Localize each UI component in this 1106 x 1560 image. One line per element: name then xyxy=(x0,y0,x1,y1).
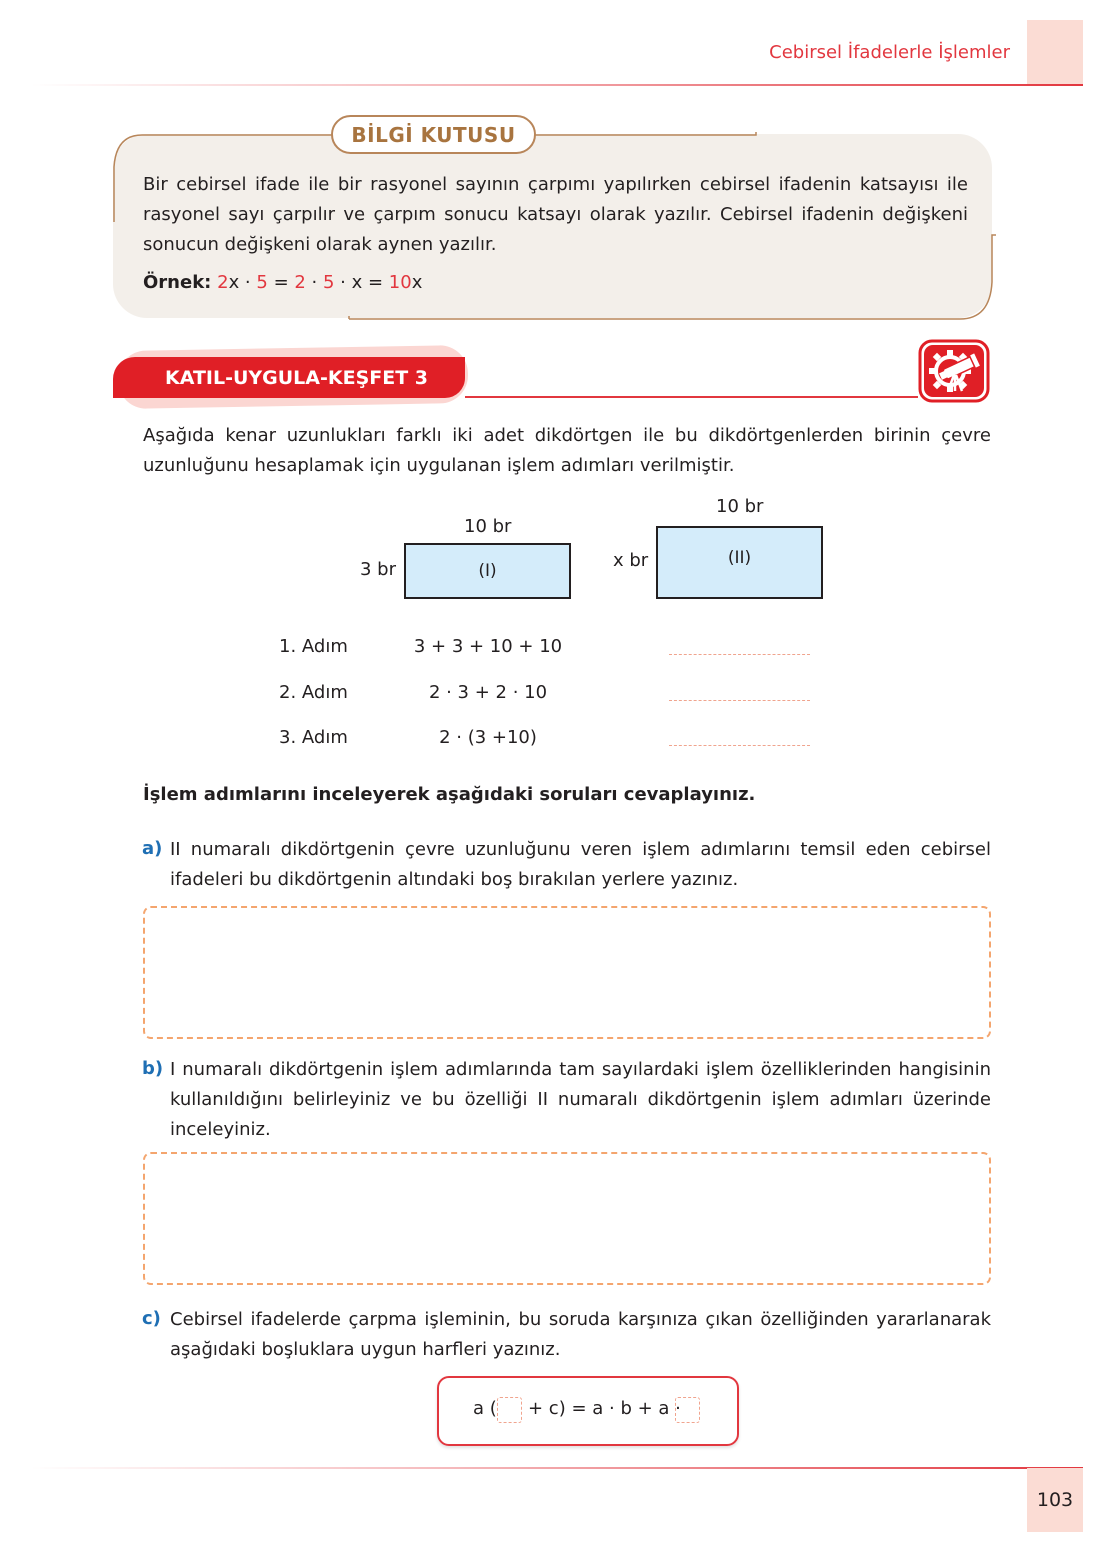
formula-blank-1[interactable] xyxy=(497,1397,522,1423)
rect2-width-label: 10 br xyxy=(716,496,764,517)
question-c-letter: c) xyxy=(142,1308,161,1329)
formula-part-2: + c) = a · b + a · xyxy=(528,1398,681,1419)
example-part: 10 xyxy=(388,272,412,293)
step-label: 1. Adım xyxy=(279,636,348,657)
question-b-letter: b) xyxy=(142,1058,164,1079)
step-label: 2. Adım xyxy=(279,682,348,703)
answer-box-b[interactable] xyxy=(143,1152,991,1285)
formula-part-1: a ( xyxy=(473,1398,497,1419)
example-part: 5 xyxy=(256,272,268,293)
step-answer-blank[interactable] xyxy=(669,700,810,701)
rectangle-1-label: (I) xyxy=(478,561,497,581)
rect2-height-label: x br xyxy=(613,550,649,571)
step-answer-blank[interactable] xyxy=(669,654,810,655)
banner-divider xyxy=(465,396,918,398)
example-part: 2 xyxy=(294,272,306,293)
example-part: · xyxy=(305,272,323,293)
example-part: 5 xyxy=(323,272,335,293)
step-expression: 2 · (3 +10) xyxy=(439,727,537,748)
example-part: 2 xyxy=(217,272,229,293)
question-b-text: I numaralı dikdörtgenin işlem adımlarında tam sayılardaki işlem özelliklerinden hangisinin kullanıldığını belirleyiniz ve bu özelliği II numaralı dikdörtgenin işlem adımları üzerinde inceleyiniz. xyxy=(170,1059,991,1140)
formula-blank-2[interactable] xyxy=(675,1397,700,1423)
example-part: x xyxy=(411,272,423,293)
info-box-text: Bir cebirsel ifade ile bir rasyonel sayının çarpımı yapılırken cebirsel ifadenin katsayısı ile rasyonel sayı çarpılır ve çarpım sonucu katsayı olarak yazılır. Cebirsel ifadenin değişkeni sonucun değişkeni olarak aynen yazılır. xyxy=(143,174,968,255)
question-a-text: II numaralı dikdörtgenin çevre uzunluğunu veren işlem adımlarını temsil eden cebirsel ifadeleri bu dikdörtgenin altındaki boş bırakılan yerlere yazınız. xyxy=(170,839,991,890)
instruction: İşlem adımlarını inceleyerek aşağıdaki soruları cevaplayınız. xyxy=(143,784,756,805)
rectangle-2 xyxy=(656,526,823,599)
question-a-letter: a) xyxy=(142,838,163,859)
answer-box-a[interactable] xyxy=(143,906,991,1039)
example-part: = xyxy=(267,272,295,293)
question-c-text: Cebirsel ifadelerde çarpma işleminin, bu soruda karşınıza çıkan özelliğinden yararlanarak aşağıdaki boşluklara uygun harfleri yazınız. xyxy=(170,1309,991,1360)
example-part: · x = xyxy=(334,272,389,293)
chapter-title: Cebirsel İfadelerle İşlemler xyxy=(769,42,1010,63)
example-label: Örnek: xyxy=(143,272,212,293)
step-expression: 2 · 3 + 2 · 10 xyxy=(428,682,548,703)
header-divider xyxy=(30,84,1083,86)
step-answer-blank[interactable] xyxy=(669,745,810,746)
activity-banner: KATIL-UYGULA-KEŞFET 3 xyxy=(113,357,465,398)
gear-telescope-icon xyxy=(918,339,990,403)
rect1-width-label: 10 br xyxy=(464,516,512,537)
rect1-height-label: 3 br xyxy=(360,559,396,580)
rectangle-1 xyxy=(404,543,571,599)
page-number: 103 xyxy=(1036,1489,1074,1511)
activity-intro: Aşağıda kenar uzunlukları farklı iki adet dikdörtgen ile bu dikdörtgenlerden birinin çevre uzunluğunu hesaplamak için uygulanan işlem adımları verilmiştir. xyxy=(143,425,991,476)
example-line xyxy=(143,272,422,293)
step-expression: 3 + 3 + 10 + 10 xyxy=(413,636,563,657)
info-box-label: BİLGİ KUTUSU xyxy=(331,115,536,154)
header-tab xyxy=(1027,20,1083,84)
footer-divider xyxy=(30,1467,1083,1469)
page-number-tab xyxy=(1027,1468,1083,1532)
step-label: 3. Adım xyxy=(279,727,348,748)
rectangle-2-label: (II) xyxy=(727,548,752,568)
example-part: x · xyxy=(228,272,257,293)
